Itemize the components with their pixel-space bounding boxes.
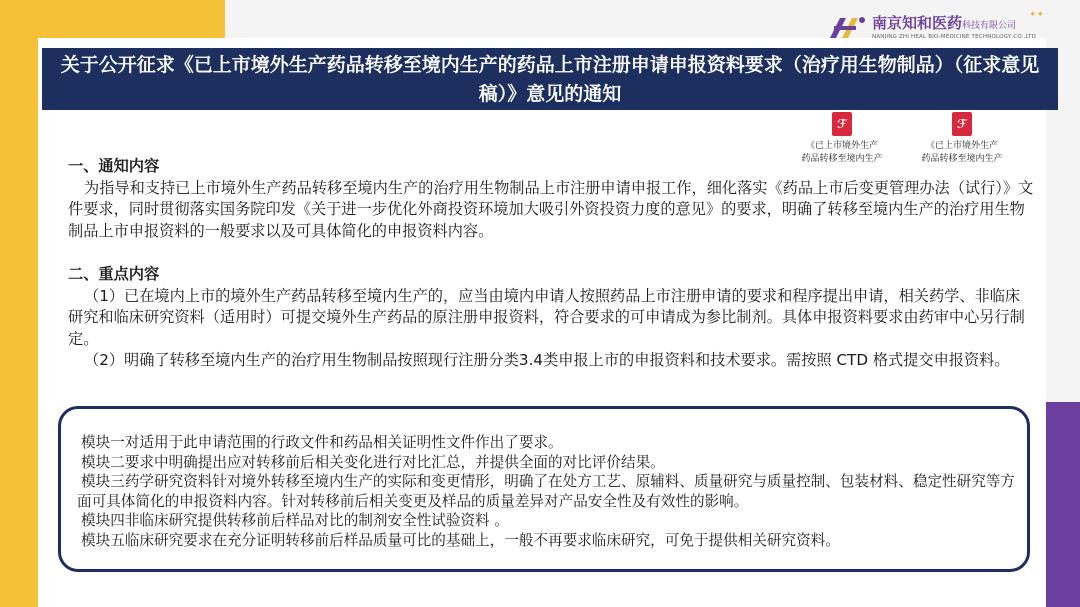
attachment-label-line1: 《已上市境外生产 — [805, 141, 878, 151]
section-heading: 二、重点内容 — [68, 265, 160, 283]
attachment-label-line1: 《已上市境外生产 — [925, 141, 998, 151]
section-paragraph: （1）已在境内上市的境外生产药品转移至境内生产的，应当由境内申请人按照药品上市注册申请的要求和程序提出申请，相关药学、非临床研究和临床研究资料（适用时）可提交境外生产药品的原注册申报资料，符合要求的可申请成为参比制剂。具体申报资料要求由药审中心另行制定。 — [68, 286, 1025, 348]
pdf-icon: ℱ — [952, 112, 972, 136]
logo-name: 南京知和医药科技有限公司 — [872, 14, 1017, 32]
pdf-icon: ℱ — [832, 112, 852, 136]
section-paragraph: 为指导和支持已上市境外生产药品转移至境内生产的治疗用生物制品上市注册申请申报工作，细化落实《药品上市后变更管理办法（试行）》文件要求，同时贯彻落实国务院印发《关于进一步优化外商投资环境加大吸引外资投资力度的意见》的要求，明确了转移至境内生产的治疗用生物制品上市申报资料的一般要求以及可具体简化的申报资料内容。 — [68, 178, 1034, 240]
module-item: 模块三药学研究资料针对境外转移至境内生产的实际和变更情形，明确了在处方工艺、原辅料、质量研究与质量控制、包装材料、稳定性研究等方面可具体简化的申报资料内容。针对转移前后相关变更及样品的质量差异对产品安全性及有效性的影响。 — [77, 473, 1016, 510]
logo-english-name: NANJING ZHI HEAL BIO-MEDICINE TECHNOLOGY CO.,LTD — [872, 34, 1037, 40]
section-paragraph: （2）明确了转移至境内生产的治疗用生物制品按照现行注册分类3.4类申报上市的申报资料和技术要求。需按照 CTD 格式提交申报资料。 — [84, 351, 1010, 369]
attachment-label-line2: 药品转移至境内生产 — [801, 154, 883, 164]
module-item: 模块五临床研究要求在充分证明转移前后样品质量可比的基础上，一般不再要求临床研究，可免于提供相关研究资料。 — [81, 531, 840, 549]
section-key-points — [68, 264, 1034, 372]
page-title: 关于公开征求《已上市境外生产药品转移至境内生产的药品上市注册申请申报资料要求（治疗用生物制品）（征求意见稿）》意见的通知 — [42, 48, 1058, 110]
attachment-label-line2: 药品转移至境内生产 — [921, 154, 1003, 164]
logo-mark-icon — [826, 12, 868, 44]
section-heading: 一、通知内容 — [68, 157, 160, 175]
sparkle-icon: ✦✦ — [1029, 10, 1045, 20]
module-item: 模块一对适用于此申请范围的行政文件和药品相关证明性文件作出了要求。 — [81, 434, 563, 451]
module-item: 模块四非临床研究提供转移前后样品对比的制剂安全性试验资料 。 — [81, 512, 509, 530]
module-item: 模块二要求中明确提出应对转移前后相关变化进行对比汇总，并提供全面的对比评价结果。 — [81, 453, 665, 471]
company-logo — [826, 8, 1046, 48]
modules-summary-box — [58, 406, 1030, 572]
section-notice — [68, 156, 1038, 242]
